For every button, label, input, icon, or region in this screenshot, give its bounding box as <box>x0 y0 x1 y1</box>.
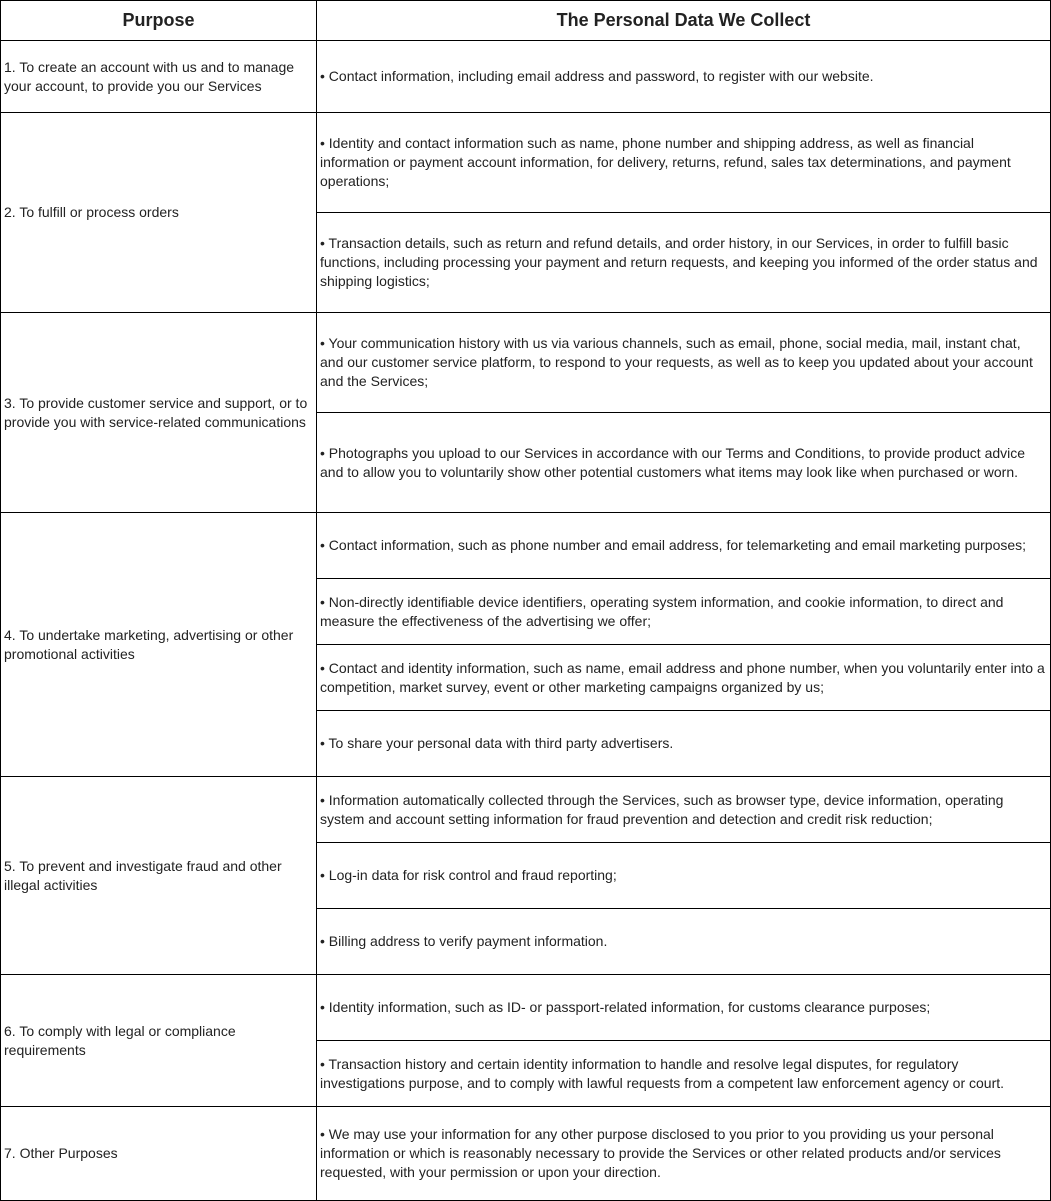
data-cell: • Log-in data for risk control and fraud reporting; <box>317 843 1051 909</box>
data-column-header: The Personal Data We Collect <box>317 1 1051 41</box>
data-cell: • Contact information, including email address and password, to register with our website. <box>317 41 1051 113</box>
table-row <box>1 1107 1051 1201</box>
purpose-cell: 3. To provide customer service and support, or to provide you with service-related communications <box>1 313 317 513</box>
data-cell: • To share your personal data with third party advertisers. <box>317 711 1051 777</box>
table-row <box>1 777 1051 843</box>
purpose-cell: 6. To comply with legal or compliance requirements <box>1 975 317 1107</box>
data-cell: • Identity and contact information such as name, phone number and shipping address, as well as financial information or payment account information, for delivery, returns, refund, sales tax determinations, and payment operations; <box>317 113 1051 213</box>
purpose-column-header: Purpose <box>1 1 317 41</box>
purpose-cell: 1. To create an account with us and to manage your account, to provide you our Services <box>1 41 317 113</box>
table-row <box>1 513 1051 579</box>
data-cell: • Contact and identity information, such as name, email address and phone number, when you voluntarily enter into a competition, market survey, event or other marketing campaigns organized by us; <box>317 645 1051 711</box>
data-cell: • Information automatically collected through the Services, such as browser type, device information, operating system and account setting information for fraud prevention and detection and credit risk reduction; <box>317 777 1051 843</box>
data-cell: • Transaction details, such as return and refund details, and order history, in our Services, in order to fulfill basic functions, including processing your payment and return requests, and keeping you informed of the order status and shipping logistics; <box>317 213 1051 313</box>
data-cell: • Your communication history with us via various channels, such as email, phone, social media, mail, instant chat, and our customer service platform, to respond to your requests, as well as to keep you updated about your account and the Services; <box>317 313 1051 413</box>
data-cell: • Non-directly identifiable device identifiers, operating system information, and cookie information, to direct and measure the effectiveness of the advertising we offer; <box>317 579 1051 645</box>
purpose-cell: 2. To fulfill or process orders <box>1 113 317 313</box>
purpose-cell: 7. Other Purposes <box>1 1107 317 1201</box>
table-row <box>1 41 1051 113</box>
table-row <box>1 313 1051 413</box>
table-row <box>1 975 1051 1041</box>
data-cell: • Transaction history and certain identity information to handle and resolve legal disputes, for regulatory investigations purpose, and to comply with lawful requests from a competent law enforcement agency or court. <box>317 1041 1051 1107</box>
data-cell: • Photographs you upload to our Services in accordance with our Terms and Conditions, to provide product advice and to allow you to voluntarily show other potential customers what items may look like when purchased or worn. <box>317 413 1051 513</box>
data-cell: • Identity information, such as ID- or passport-related information, for customs clearance purposes; <box>317 975 1051 1041</box>
purpose-cell: 4. To undertake marketing, advertising or other promotional activities <box>1 513 317 777</box>
purpose-cell: 5. To prevent and investigate fraud and other illegal activities <box>1 777 317 975</box>
data-cell: • We may use your information for any other purpose disclosed to you prior to you providing us your personal information or which is reasonably necessary to provide the Services or other related products and/or services requested, with your permission or upon your direction. <box>317 1107 1051 1201</box>
data-cell: • Contact information, such as phone number and email address, for telemarketing and email marketing purposes; <box>317 513 1051 579</box>
table-row <box>1 113 1051 213</box>
data-cell: • Billing address to verify payment information. <box>317 909 1051 975</box>
table-header-row <box>1 1 1051 41</box>
